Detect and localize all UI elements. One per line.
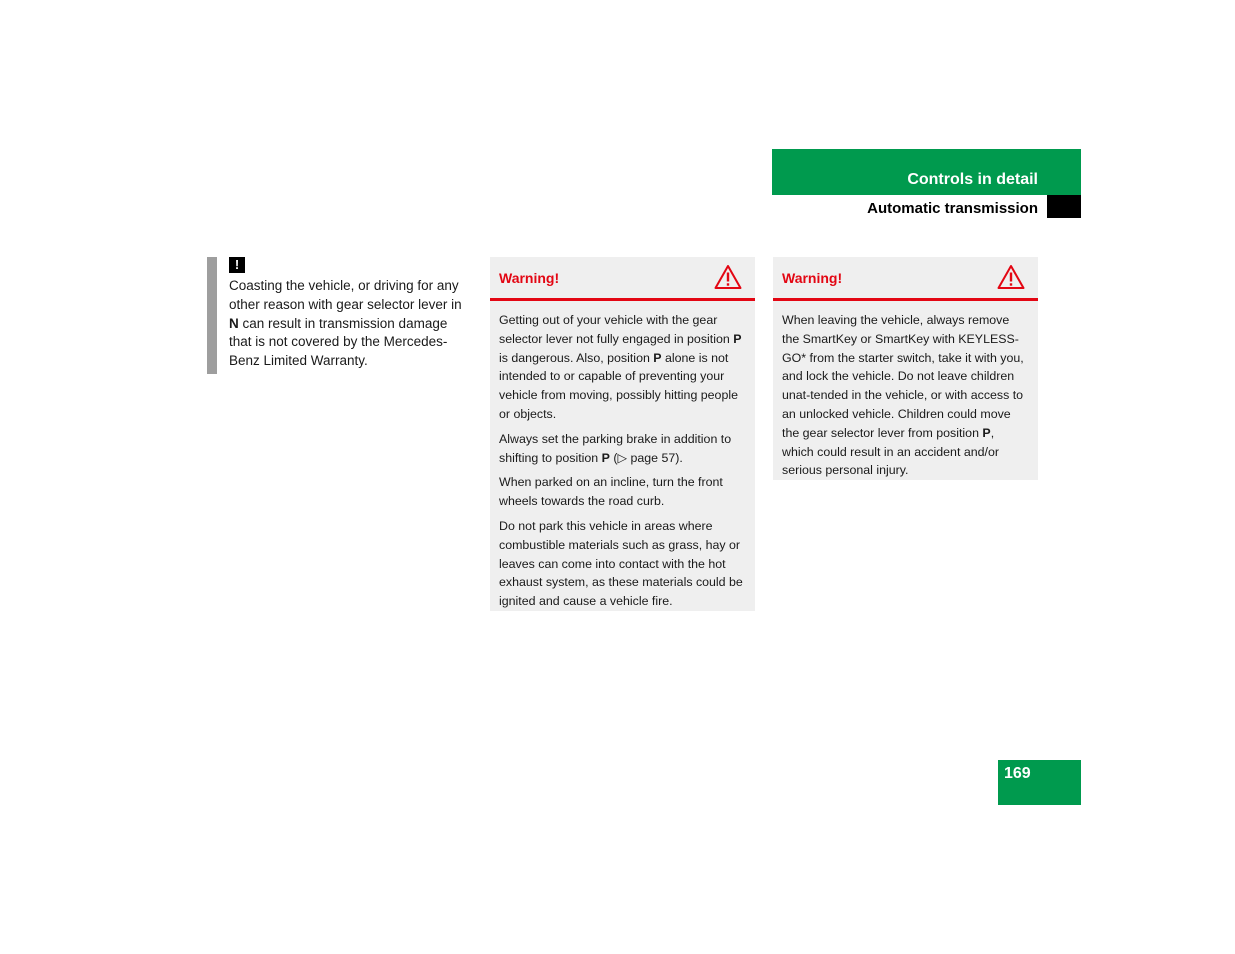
warning-paragraph: Getting out of your vehicle with the gear selector lever not fully engaged in position P is dangerous. Also, position P alone is not intended to or capable of preventing your vehicle from moving, possibly hitting people or objects. — [499, 313, 742, 421]
warning-paragraph: When parked on an incline, turn the front wheels towards the road curb. — [499, 475, 723, 509]
section-title: Controls in detail — [907, 171, 1038, 188]
page-number: 169 — [1004, 765, 1031, 782]
thumb-index-marker — [1047, 195, 1081, 218]
notice-text: Coasting the vehicle, or driving for any other reason with gear selector lever in N can result in transmission damage that is not covered by the Mercedes-Benz Limited Warranty. — [229, 278, 462, 369]
subsection-title: Automatic transmission — [867, 200, 1038, 217]
warning-body — [490, 301, 755, 619]
notice-box — [207, 257, 473, 374]
page-number-tab — [998, 760, 1081, 805]
warning-title: Warning! — [782, 270, 843, 286]
notice-side-bar — [207, 257, 217, 374]
warning-title: Warning! — [499, 270, 560, 286]
warning-paragraph: Do not park this vehicle in areas where combustible materials such as grass, hay or leaves can come into contact with the hot exhaust system, as these materials could be ignited and cause a vehicle fire. — [499, 518, 743, 609]
warning-box-children — [773, 257, 1038, 480]
warning-triangle-icon — [997, 264, 1025, 290]
warning-header — [490, 257, 755, 301]
warning-paragraph: Always set the parking brake in addition to shifting to position P (▷ page 57). — [499, 431, 732, 465]
exclamation-icon: ! — [229, 257, 245, 273]
subsection-header — [772, 195, 1081, 218]
warning-box-parking — [490, 257, 755, 611]
warning-body — [773, 301, 1038, 488]
warning-paragraph: When leaving the vehicle, always remove the SmartKey or SmartKey with KEYLESS-GO* from the starter switch, take it with you, and lock the vehicle. Do not leave children unat-tended in the vehicle, or with access to an unlocked vehicle. Children could move the gear selector lever from position P, which could result in an accident and/or serious personal injury. — [782, 313, 1024, 478]
warning-header — [773, 257, 1038, 301]
section-header-tab — [772, 149, 1081, 195]
warning-triangle-icon — [714, 264, 742, 290]
